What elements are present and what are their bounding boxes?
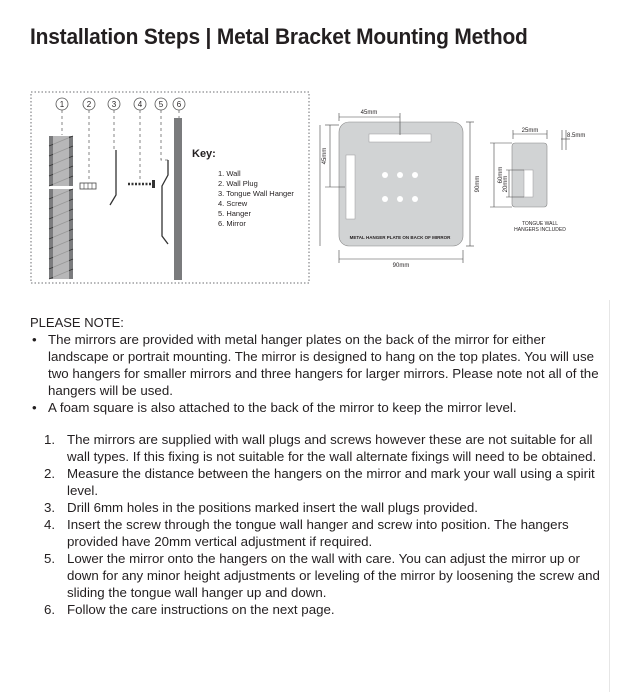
step-number: 3. [44, 500, 56, 515]
step-text: Lower the mirror onto the hangers on the wall with care. You can adjust the mirror up or down for any minor height adjustments or leveling of the mirror by loosening the screw and sliding the tongue wall hanger up and down. [67, 551, 600, 600]
wall-illustration [49, 136, 73, 279]
circle-label-4: 4 [137, 100, 143, 109]
step-item [44, 516, 600, 550]
hanger-offset-dim: 8.5mm [567, 133, 586, 139]
step-number: 1. [44, 432, 56, 447]
note-bullet: • A foam square is also attached to the back of the mirror to keep the mirror level. [30, 399, 600, 416]
page-title: Installation Steps | Metal Bracket Mounting Method [30, 24, 528, 49]
note-bullet: • The mirrors are provided with metal hanger plates on the back of the mirror for either landscape or portrait mounting. The mirror is designed to hang on the top plates. You will use two hangers for smaller mirrors and three hangers for larger mirrors. Please note not all of the hangers will be used. [30, 331, 600, 399]
key-item-3: 3. Tongue Wall Hanger [218, 189, 294, 198]
key-item-6: 6. Mirror [218, 219, 246, 228]
page-edge-divider [609, 300, 610, 692]
step-item [44, 465, 600, 499]
step-item [44, 431, 600, 465]
plate-right-dim: 90mm [475, 175, 481, 193]
step-text: Measure the distance between the hangers on the mirror and mark your wall using a spirit level. [67, 466, 595, 498]
plate-caption: METAL HANGER PLATE ON BACK OF MIRROR [349, 235, 451, 240]
step-text: Insert the screw through the tongue wall hanger and screw into position. The hangers provided have 20mm vertical adjustment if required. [67, 517, 569, 549]
tongue-hanger-drawing [490, 128, 585, 233]
circle-label-6: 6 [176, 100, 182, 109]
key-item-5: 5. Hanger [218, 209, 251, 218]
key-item-2: 2. Wall Plug [218, 179, 258, 188]
hanger-slot-dim: 20mm [503, 175, 509, 193]
key-heading: Key: [192, 148, 216, 160]
plate-bottom-dim: 90mm [392, 263, 410, 269]
plate-top-dim: 45mm [360, 110, 378, 116]
hanger-caption-line2: HANGERS INCLUDED [514, 227, 566, 233]
step-number: 5. [44, 551, 56, 566]
key-item-4: 4. Screw [218, 199, 248, 208]
circle-label-3: 3 [111, 100, 117, 109]
step-text: Follow the care instructions on the next page. [67, 602, 335, 617]
step-item [44, 601, 600, 618]
circle-label-5: 5 [158, 100, 164, 109]
step-item [44, 550, 600, 601]
note-heading: PLEASE NOTE: [30, 315, 124, 330]
tongue-wall-hanger-illustration [110, 150, 116, 205]
step-text: Drill 6mm holes in the positions marked insert the wall plugs provided. [67, 500, 478, 515]
wall-plug-illustration [80, 183, 96, 189]
step-number: 4. [44, 517, 56, 532]
key-item-1: 1. Wall [218, 169, 241, 178]
circle-label-1: 1 [59, 100, 65, 109]
hanger-width-dim: 25mm [521, 128, 539, 134]
plate-left-dim: 45mm [322, 147, 328, 165]
step-item [44, 499, 600, 516]
installation-diagram [0, 0, 620, 300]
screw-illustration [128, 180, 155, 188]
step-number: 2. [44, 466, 56, 481]
mirror-illustration [174, 118, 182, 280]
step-text: The mirrors are supplied with wall plugs and screws however these are not suitable for all wall types. If this fixing is not suitable for the wall alternate fixings will need to be obtained. [67, 432, 597, 464]
key-list [218, 169, 294, 228]
hanger-illustration [162, 160, 168, 244]
installation-steps-list [44, 431, 600, 618]
circle-label-2: 2 [86, 100, 92, 109]
circle-labels [56, 98, 185, 110]
hanger-plate-drawing [320, 110, 481, 269]
hanger-height-dim: 60mm [498, 166, 504, 184]
hanger-caption-line1: TONGUE WALL [521, 221, 559, 227]
note-bullet-list [30, 331, 600, 416]
step-number: 6. [44, 602, 56, 617]
